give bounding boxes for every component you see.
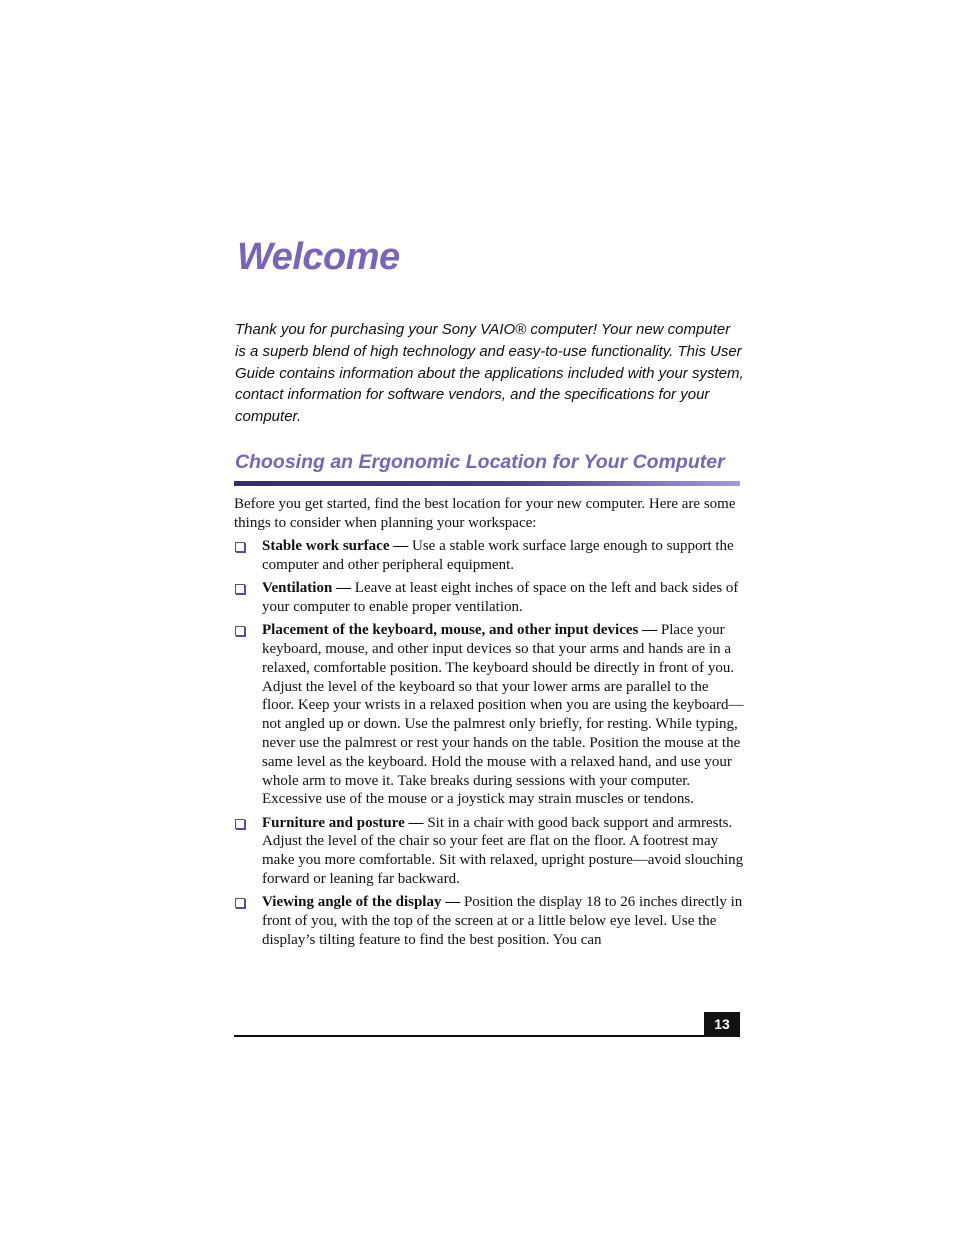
list-item [234,621,744,809]
heading-underline [234,481,740,486]
page-number: 13 [704,1012,740,1037]
item-lead: Viewing angle of the display — [262,894,461,911]
section-body: Before you get started, find the best location for your new computer. Here are some things to consider when planning your workspace: [234,496,736,531]
item-lead: Furniture and posture — [262,814,424,831]
item-lead: Ventilation — [262,580,352,597]
item-text: Use a stable work surface large enough to support the computer and other peripheral equipment. [262,538,734,573]
checklist [234,537,744,954]
checkbox-bullet-icon [235,819,245,829]
item-text: Place your keyboard, mouse, and other input devices so that your arms and hands are in a relaxed, comfortable position. The keyboard should be directly in front of you. Adjust the level of the keyboard so that your lower arms are parallel to the floor. Keep your wrists in a relaxed position when you are using the keyboard—not angled up or down. Use the palmrest only briefly, for resting. While typing, never use the palmrest or rest your hands on the table. Position the mouse at the same level as the keyboard. Hold the mouse with a relaxed hand, and use your whole arm to move it. Take breaks during sessions with your computer. Excessive use of the mouse or a joystick may strain muscles or tendons. [262,622,744,808]
checkbox-bullet-icon [235,898,245,908]
item-lead: Stable work surface — [262,538,409,554]
list-item [234,537,744,575]
checkbox-bullet-icon [235,626,245,636]
intro-paragraph: Thank you for purchasing your Sony VAIO® computer! Your new computer is a superb blend of high technology and easy-to-use functionality. This User Guide contains information about the applications included with your system, contact information for software vendors, and the specifications for your computer. [235,321,744,426]
page-title: Welcome [237,236,400,278]
list-item [234,579,744,617]
item-text: Leave at least eight inches of space on the left and back sides of your computer to enable proper ventilation. [262,580,739,615]
checkbox-bullet-icon [235,584,245,594]
item-text: Sit in a chair with good back support and armrests. Adjust the level of the chair so your feet are flat on the floor. A footrest may make you more comfortable. Sit with relaxed, upright posture—avoid slouching forward or leaning far backward. [262,814,744,888]
section-heading: Choosing an Ergonomic Location for Your Computer [235,451,725,473]
footer-rule [234,1035,740,1037]
list-item [234,814,744,889]
item-lead: Placement of the keyboard, mouse, and other input devices — [262,622,658,639]
checkbox-bullet-icon [235,542,245,552]
item-text: Position the display 18 to 26 inches directly in front of you, with the top of the screen at or a little below eye level. Use the display’s tilting feature to find the best position. You can [262,894,743,948]
list-item [234,893,744,949]
